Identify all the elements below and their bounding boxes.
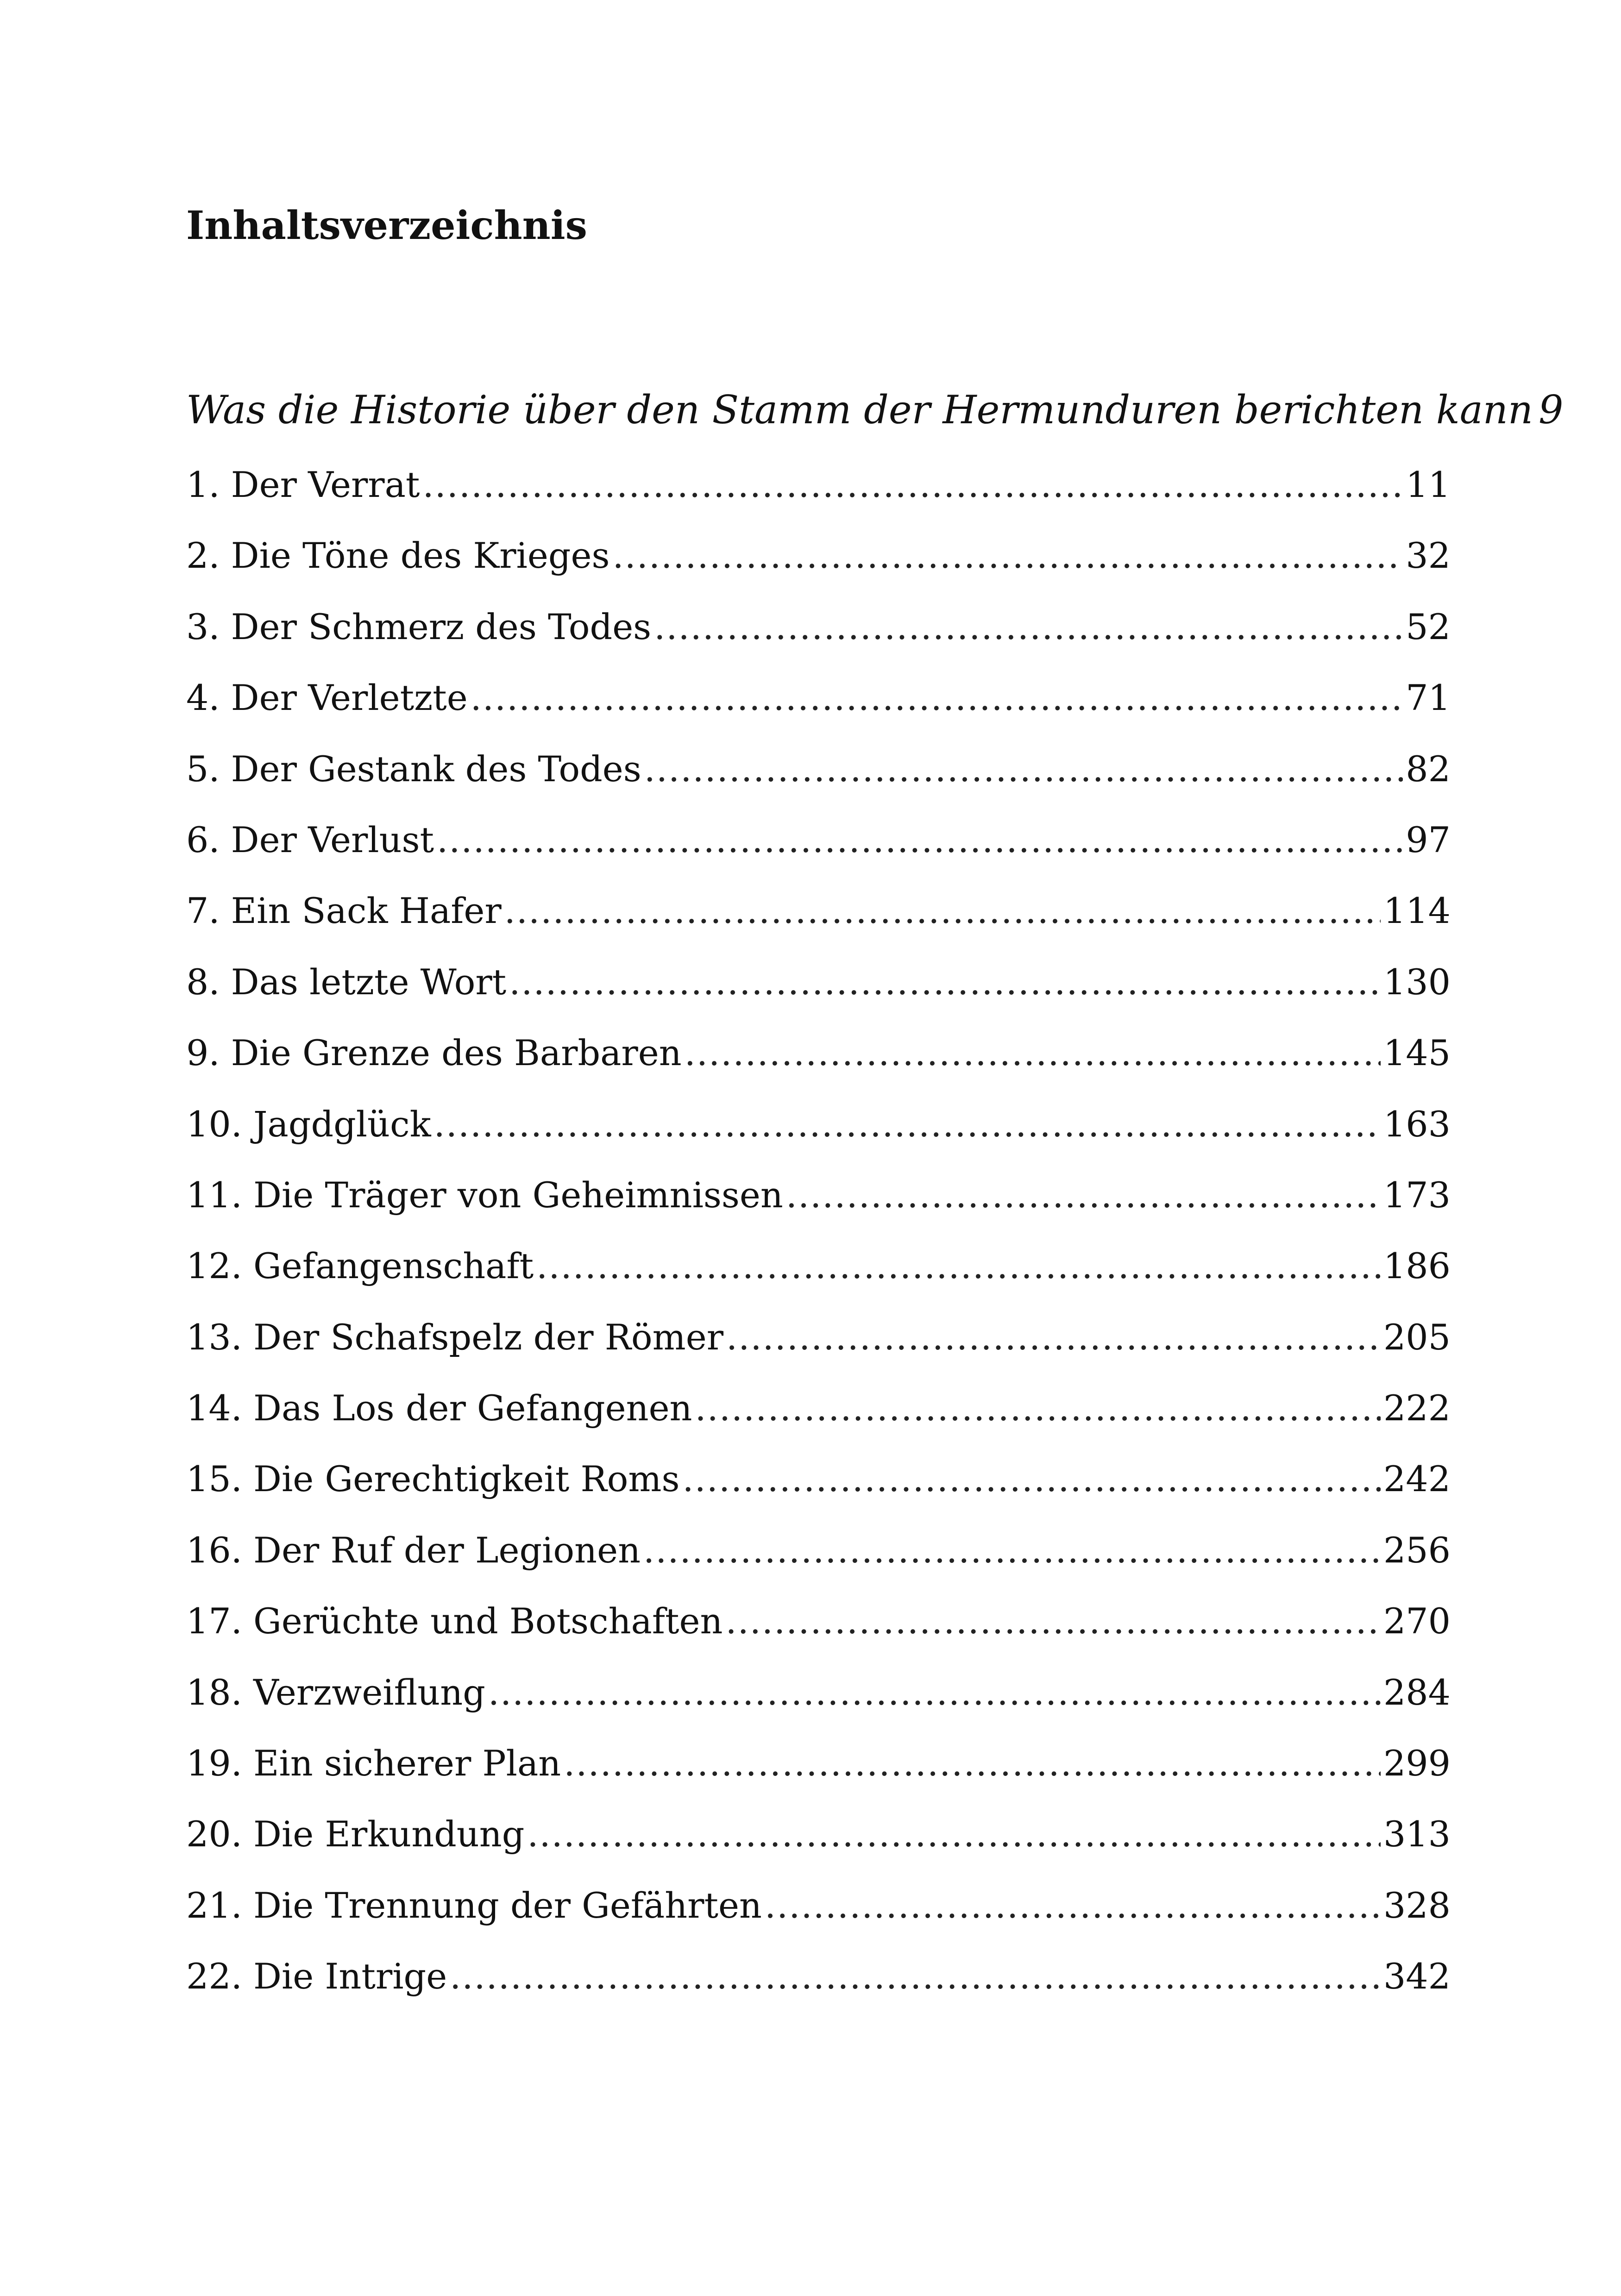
- toc-entry: [186, 1799, 1451, 1869]
- toc-entry-page-number: 130: [1383, 961, 1451, 1003]
- dot-leader: [434, 1089, 1381, 1160]
- dot-leader: [654, 591, 1403, 662]
- toc-entry-page-number: 9: [1539, 387, 1564, 433]
- toc-entry: [186, 1443, 1451, 1514]
- toc-entry-page-number: 32: [1406, 535, 1451, 577]
- dot-leader: [504, 875, 1381, 946]
- toc-entry: [186, 734, 1451, 804]
- dot-leader: [786, 1160, 1381, 1230]
- toc-entry-page-number: 242: [1383, 1458, 1451, 1500]
- page-title: Inhaltsverzeichnis: [186, 202, 587, 248]
- toc-entry-label: 19. Ein sicherer Plan: [186, 1743, 561, 1784]
- toc-entry: [186, 662, 1451, 733]
- toc-entry-label: 12. Gefangenschaft: [186, 1245, 534, 1287]
- toc-entry-label: Was die Historie über den Stamm der Hermunduren berichten kann: [186, 387, 1533, 433]
- toc-entry-label: 4. Der Verletzte: [186, 677, 468, 719]
- toc-entry-page-number: 173: [1383, 1174, 1451, 1216]
- dot-leader: [725, 1586, 1380, 1656]
- toc-entry-page-number: 145: [1383, 1032, 1451, 1074]
- toc-entry-label: 11. Die Träger von Geheimnissen: [186, 1174, 783, 1216]
- toc-entry-page-number: 82: [1406, 748, 1451, 790]
- toc-entry-label: 21. Die Trennung der Gefährten: [186, 1884, 762, 1926]
- toc-entry-page-number: 114: [1383, 890, 1451, 932]
- toc-entry-page-number: 313: [1383, 1813, 1451, 1855]
- toc-entry-label: 10. Jagdglück: [186, 1103, 431, 1145]
- toc-entry-label: 3. Der Schmerz des Todes: [186, 606, 652, 647]
- toc-entry: [186, 1230, 1451, 1301]
- toc-entry: [186, 1302, 1451, 1373]
- toc-entry-label: 13. Der Schafspelz der Römer: [186, 1316, 724, 1358]
- toc-entry: [186, 1017, 1451, 1088]
- dot-leader: [437, 804, 1403, 875]
- toc-entry-intro: [186, 370, 1564, 449]
- toc-entry: [186, 875, 1451, 946]
- toc-entry-label: 16. Der Ruf der Legionen: [186, 1529, 641, 1571]
- toc-entry: [186, 1657, 1451, 1728]
- dot-leader: [726, 1302, 1381, 1373]
- dot-leader: [682, 1443, 1380, 1514]
- dot-leader: [488, 1657, 1381, 1728]
- toc-entry-label: 22. Die Intrige: [186, 1956, 447, 1997]
- toc-entry-label: 6. Der Verlust: [186, 819, 434, 860]
- toc-entry-label: 1. Der Verrat: [186, 464, 420, 505]
- toc-entry-label: 20. Die Erkundung: [186, 1813, 525, 1855]
- toc-entry: [186, 804, 1451, 875]
- toc-entry-page-number: 222: [1383, 1387, 1451, 1429]
- dot-leader: [422, 449, 1403, 520]
- toc-entry-label: 8. Das letzte Wort: [186, 961, 507, 1003]
- toc-entry-page-number: 328: [1383, 1884, 1451, 1926]
- toc-entry: [186, 1089, 1451, 1160]
- toc-entry-page-number: 270: [1383, 1600, 1451, 1642]
- dot-leader: [564, 1728, 1381, 1799]
- toc-entry: [186, 1515, 1451, 1586]
- toc-entry-page-number: 256: [1383, 1529, 1451, 1571]
- toc-entry-label: 5. Der Gestank des Todes: [186, 748, 641, 790]
- toc-entry-label: 7. Ein Sack Hafer: [186, 890, 502, 932]
- toc-entry-label: 17. Gerüchte und Botschaften: [186, 1600, 723, 1642]
- toc-entry-label: 14. Das Los der Gefangenen: [186, 1387, 692, 1429]
- dot-leader: [527, 1799, 1381, 1869]
- toc-entry: [186, 1870, 1451, 1941]
- dot-leader: [685, 1017, 1381, 1088]
- toc-entry: [186, 1728, 1451, 1799]
- dot-leader: [450, 1941, 1381, 2012]
- toc-list: [186, 370, 1564, 2012]
- toc-entry: [186, 1160, 1451, 1230]
- toc-entry-page-number: 299: [1383, 1743, 1451, 1784]
- toc-entry-page-number: 163: [1383, 1103, 1451, 1145]
- dot-leader: [612, 520, 1403, 591]
- dot-leader: [643, 1515, 1381, 1586]
- toc-entry-page-number: 71: [1406, 677, 1451, 719]
- toc-entry-label: 2. Die Töne des Krieges: [186, 535, 610, 577]
- toc-entry-page-number: 186: [1383, 1245, 1451, 1287]
- toc-entry-page-number: 205: [1383, 1316, 1451, 1358]
- toc-entry-page-number: 52: [1406, 606, 1451, 647]
- dot-leader: [509, 947, 1381, 1017]
- toc-entry: [186, 1373, 1451, 1443]
- toc-entry: [186, 520, 1451, 591]
- toc-entry-page-number: 97: [1406, 819, 1451, 860]
- toc-entry: [186, 947, 1451, 1017]
- toc-entry: [186, 1941, 1451, 2012]
- toc-entry-page-number: 284: [1383, 1671, 1451, 1713]
- toc-entry: [186, 1586, 1451, 1656]
- dot-leader: [536, 1230, 1381, 1301]
- toc-entry-page-number: 11: [1406, 464, 1451, 505]
- dot-leader: [644, 734, 1403, 804]
- dot-leader: [471, 662, 1403, 733]
- dot-leader: [695, 1373, 1381, 1443]
- dot-leader: [765, 1870, 1381, 1941]
- toc-entry-label: 15. Die Gerechtigkeit Roms: [186, 1458, 680, 1500]
- toc-entry-label: 9. Die Grenze des Barbaren: [186, 1032, 682, 1074]
- toc-entry-page-number: 342: [1383, 1956, 1451, 1997]
- toc-entry: [186, 449, 1451, 520]
- toc-entry: [186, 591, 1451, 662]
- toc-entry-label: 18. Verzweiflung: [186, 1671, 485, 1713]
